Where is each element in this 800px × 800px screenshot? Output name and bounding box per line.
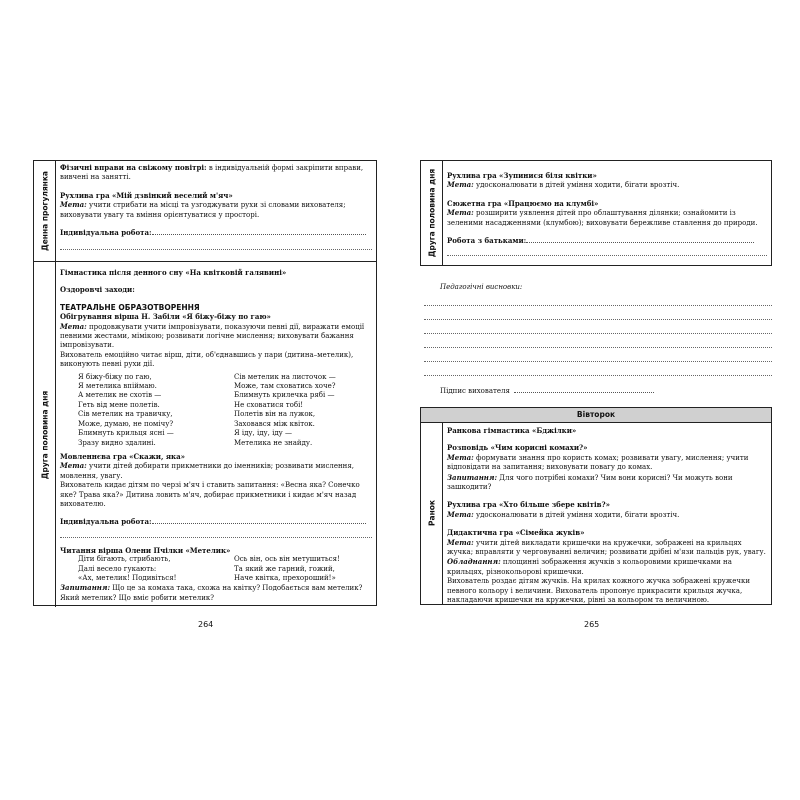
goal-label: Мета: [60, 200, 87, 210]
poem-line: «Ах, метелик! Подивіться! [78, 573, 177, 582]
morning-content [447, 426, 767, 606]
morning-side-label: Ранок [421, 422, 443, 604]
didactic-title: Дидактична гра «Сімейка жуків» [447, 528, 585, 538]
poem-line: Я іду, іду, іду — [234, 429, 293, 438]
game-goal: удосконалювати в дітей уміння ходити, бігати врозтіч. [473, 181, 680, 190]
questions-label: Запитання: [60, 583, 111, 593]
story-goal: розширити уявлення дітей про облаштування ділянки; ознайомити із зеленими насадженнями (клумбою); виховувати бережливе ставлення до природи. [447, 209, 758, 227]
poem-line: Не сховатися тобі! [234, 400, 304, 409]
theatre-subtitle: Обігрування вірша Н. Забіли «Я біжу-біжу по гаю» [60, 312, 271, 322]
health-label: Оздоровчі заходи: [60, 285, 135, 295]
questions-label: Запитання: [447, 472, 498, 482]
goal-label: Мета: [60, 321, 87, 331]
poem [60, 373, 372, 448]
walk-side-label: Денна прогулянка [34, 161, 56, 261]
afternoon-content [60, 268, 372, 603]
questions-text: Для чого потрібні комахи? Чим вони корисні? Чи можуть вони зашкодити? [447, 473, 733, 492]
left-table [33, 160, 377, 606]
game-title: Рухлива гра «Хто більше збере квітів?» [447, 500, 611, 510]
dotted-line [424, 366, 772, 376]
afternoon-side-label: Друга половина дня [34, 262, 56, 607]
poem-line: Ось він, ось він метушиться! [234, 555, 340, 564]
speech-goal: учити дітей добирати прикметники до іменників; розвивати мислення, мовлення, увагу. [60, 462, 354, 480]
equipment-label: Обладнання: [447, 557, 501, 567]
questions-text: Що це за комаха така, схожа на квітку? Подобається вам метелик? Який метелик? Що вміє робити метелик? [60, 584, 363, 602]
poem-line: Полетів він на лужок, [234, 410, 316, 419]
walk-content [60, 163, 372, 250]
afternoon-row [34, 262, 376, 607]
dotted-line [447, 246, 767, 256]
dotted-line [424, 324, 772, 334]
goal-label: Мета: [447, 452, 474, 462]
game-goal: удосконалювати в дітей уміння ходити, бігати врозтіч. [473, 510, 680, 519]
talk-goal: формувати знання про користь комах; розвивати увагу, мислення; учити відповідати на запитання; виховувати повагу до комах. [447, 453, 749, 472]
poem-line: Та який же гарний, гожий, [234, 564, 335, 573]
walk-row [34, 161, 376, 262]
right-page [400, 0, 800, 800]
goal-label: Мета: [447, 208, 474, 218]
goal-label: Мета: [447, 537, 474, 547]
reading-poem-right [216, 555, 372, 583]
goal-label: Мета: [447, 509, 474, 519]
story-game-title: Сюжетна гра «Працюємо на клумбі» [447, 198, 599, 208]
poem-line: Я метелика впіймаю. [78, 382, 157, 391]
talk-title: Розповідь «Чим корисні комахи?» [447, 443, 588, 453]
poem-line: Може, думаю, не помічу? [78, 419, 174, 428]
didactic-text: Вихователь роздає дітям жучків. На крилах кожного жучка зображені кружечки певного кольору і величини. Вихователь пропонує прикрасити крильця жучка, накладаючи кришечки на кружечки, рівні за кольором та величиною. [447, 577, 751, 605]
reading-poem-left [60, 555, 216, 583]
game-goal: учити стрибати на місці та узгоджувати рухи зі словами вихователя; виховувати увагу та вміння орієнтуватися у просторі. [60, 201, 346, 219]
poem-line: Далі весело гукають: [78, 564, 157, 573]
game-title: Рухлива гра «Мій дзвінкий веселий м'яч» [60, 190, 233, 200]
parents-work-label: Робота з батьками: [447, 236, 527, 246]
page-number: 265 [584, 620, 600, 629]
gym-title: Ранкова гімнастика «Бджілки» [447, 426, 577, 435]
afternoon-content [447, 171, 767, 256]
theatre-goal: продовжувати учити імпровізувати, показуючи певні дії, виражати емоції певними жестами, мімікою; розвивати логічне мислення; виховувати бажання імпровізувати. [60, 322, 365, 350]
didactic-goal: учити дітей викладати кришечки на кружечки, зображені на крильцях жучка; вправляти у черговуванні величин; розвивати дрібні м'язи пальців рук, увагу. [447, 538, 766, 557]
poem-line: Діти бігають, стрибають, [78, 555, 171, 564]
reading-title: Читання вірша Олени Пчілки «Метелик» [60, 545, 231, 555]
tuesday-table [420, 407, 772, 605]
dotted-line [424, 352, 772, 362]
conclusions-block [424, 282, 772, 396]
poem-line: Наче квітка, прехороший!» [234, 573, 336, 582]
poem-line: Блимнуть крильця ясні — [78, 429, 174, 438]
dotted-line [424, 338, 772, 348]
poem-line: Може, там сховатись хоче? [234, 382, 336, 391]
poem-line: Я біжу-біжу по гаю, [78, 372, 152, 381]
equipment-text: площинні зображення жучків з кольоровими кришечками на крильцях, різнокольорові кришечки. [447, 558, 732, 576]
right-top-table [420, 160, 772, 266]
signature-label: Підпис вихователя [440, 387, 510, 395]
poem-line: Сів метелик на листочок — [234, 372, 336, 381]
poem-line: Геть від мене полетів. [78, 400, 160, 409]
conclusions-label: Педагогічні висновки: [440, 283, 523, 291]
game-title: Рухлива гра «Зупинися біля квітки» [447, 171, 597, 180]
poem-line: Сів метелик на травичку, [78, 410, 173, 419]
individual-work-label: Індивідуальна робота: [60, 517, 152, 527]
goal-label: Мета: [447, 180, 474, 190]
poem-line: А метелик не схотів — [78, 391, 162, 400]
dotted-line [60, 240, 372, 250]
dotted-line [60, 528, 372, 538]
gym-title: Гімнастика після денного сну «На квітковій галявині» [60, 268, 287, 277]
speech-game-title: Мовленнєва гра «Скажи, яка» [60, 451, 185, 461]
poem-line: Метелика не знайду. [234, 438, 313, 447]
day-header: Вівторок [421, 408, 771, 423]
individual-work-label: Індивідуальна робота: [60, 228, 152, 238]
poem-line: Блимнуть крилечка рябі — [234, 391, 335, 400]
reading-poem [60, 555, 372, 583]
afternoon-side-label: Друга половина дня [421, 161, 443, 265]
poem-line: Заховався між квіток. [234, 419, 315, 428]
poem-line: Зразу видно здалині. [78, 438, 156, 447]
goal-label: Мета: [60, 461, 87, 471]
morning-row [421, 422, 771, 604]
dotted-line [424, 296, 772, 306]
speech-text: Вихователь кидає дітям по черзі м'яч і ставить запитання: «Весна яка? Сонечко яке? Трава яка?» Дитина ловить м'яч, добирає прикметники і кидає м'яч назад вихователю. [60, 481, 360, 508]
exercise-text: в індивідуальній формі закріпити вправи, вивчені на занятті. [60, 164, 364, 182]
afternoon-row [421, 161, 771, 265]
theatre-intro: Вихователь емоційно читає вірш, діти, об'єднавшись у пари (дитина–метелик), виконують певні рухи дії. [60, 350, 354, 369]
poem-left-column [60, 373, 216, 448]
page-number: 264 [198, 620, 214, 629]
poem-right-column [216, 373, 372, 448]
theatre-title: ТЕАТРАЛЬНЕ ОБРАЗОТВОРЕННЯ [60, 302, 200, 312]
dotted-line [424, 310, 772, 320]
exercise-title: Фізичні вправи на свіжому повітрі: [60, 163, 207, 172]
